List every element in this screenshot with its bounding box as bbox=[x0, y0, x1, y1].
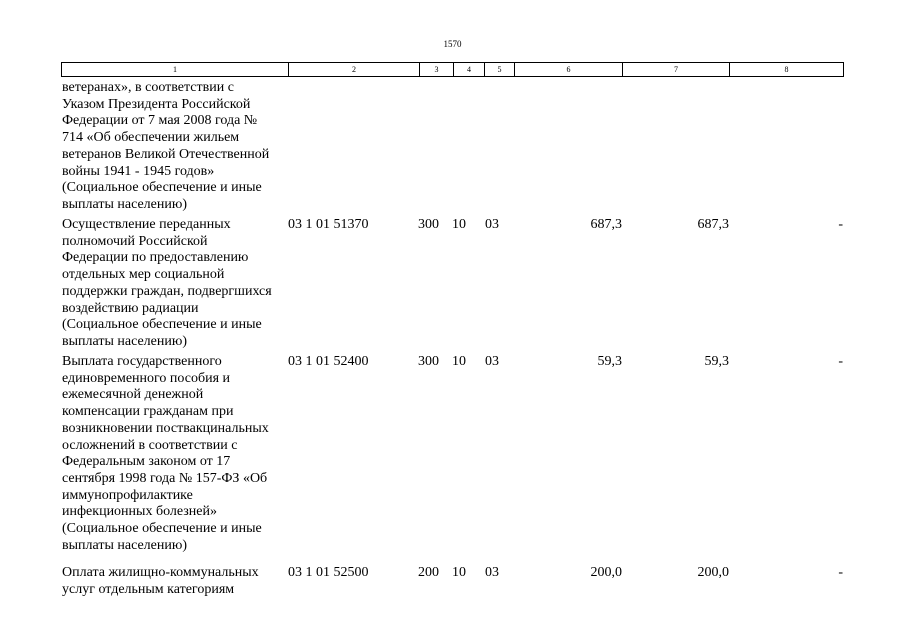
description-line: ветеранов Великой Отечественной bbox=[62, 146, 270, 162]
row-vr: 300 bbox=[418, 217, 439, 232]
row-sum-col7: 59,3 bbox=[704, 354, 729, 369]
row-sum-col8: - bbox=[838, 217, 843, 232]
row-vr: 200 bbox=[418, 565, 439, 580]
description-line: полномочий Российской bbox=[62, 233, 208, 249]
description-line: единовременного пособия и bbox=[62, 370, 231, 386]
description-line: Оплата жилищно-коммунальных bbox=[62, 565, 259, 580]
description-line: (Социальное обеспечение и иные bbox=[62, 180, 262, 196]
header-col-4: 4 bbox=[454, 63, 485, 77]
row-description bbox=[62, 354, 292, 554]
description-line: ветеранах», в соответствии с bbox=[62, 80, 234, 95]
table-header bbox=[61, 62, 844, 77]
description-line: сентября 1998 года № 157-ФЗ «Об bbox=[62, 470, 268, 486]
description-line: Федеральным законом от 17 bbox=[62, 454, 231, 470]
description-line: осложнений в соответствии с bbox=[62, 437, 238, 453]
row-description bbox=[62, 217, 292, 351]
row-rz: 10 bbox=[452, 217, 466, 232]
description-line: Федерации от 7 мая 2008 года № bbox=[62, 113, 258, 129]
description-line: Федерации по предоставлению bbox=[62, 250, 249, 266]
description-line: возникновении поствакцинальных bbox=[62, 420, 269, 436]
header-col-6: 6 bbox=[515, 63, 623, 77]
description-line: Осуществление переданных bbox=[62, 217, 231, 232]
description-line: (Социальное обеспечение и иные bbox=[62, 521, 262, 537]
row-pr: 03 bbox=[485, 217, 499, 232]
row-sum-col6: 200,0 bbox=[590, 565, 622, 580]
description-line: поддержки граждан, подвергшихся bbox=[62, 283, 272, 299]
header-col-7: 7 bbox=[623, 63, 730, 77]
row-sum-col7: 200,0 bbox=[697, 565, 729, 580]
row-sum-col6: 687,3 bbox=[590, 217, 622, 232]
header-col-1: 1 bbox=[62, 63, 289, 77]
row-vr: 300 bbox=[418, 354, 439, 369]
description-line: выплаты населению) bbox=[62, 196, 187, 212]
row-sum-col8: - bbox=[838, 565, 843, 580]
description-line: инфекционных болезней» bbox=[62, 504, 217, 520]
header-col-3: 3 bbox=[420, 63, 454, 77]
description-line: выплаты населению) bbox=[62, 537, 187, 553]
row-pr: 03 bbox=[485, 354, 499, 369]
row-code: 03 1 01 51370 bbox=[288, 217, 369, 232]
header-col-2: 2 bbox=[289, 63, 420, 77]
description-line: воздействию радиации bbox=[62, 300, 199, 316]
row-rz: 10 bbox=[452, 565, 466, 580]
header-row bbox=[62, 63, 844, 77]
row-sum-col8: - bbox=[838, 354, 843, 369]
row-pr: 03 bbox=[485, 565, 499, 580]
description-line: услуг отдельным категориям bbox=[62, 581, 235, 597]
description-line: отдельных мер социальной bbox=[62, 267, 225, 283]
description-line: 714 «Об обеспечении жильем bbox=[62, 130, 240, 146]
header-col-8: 8 bbox=[730, 63, 844, 77]
description-line: Выплата государственного bbox=[62, 354, 222, 369]
header-col-5: 5 bbox=[485, 63, 515, 77]
row-code: 03 1 01 52500 bbox=[288, 565, 369, 580]
page-number: 1570 bbox=[443, 39, 462, 49]
description-line: выплаты населению) bbox=[62, 333, 187, 349]
description-line: Указом Президента Российской bbox=[62, 96, 251, 112]
row-rz: 10 bbox=[452, 354, 466, 369]
row-description bbox=[62, 565, 292, 598]
description-line: компенсации гражданам при bbox=[62, 404, 234, 420]
description-line: иммунопрофилактике bbox=[62, 487, 193, 503]
description-line: войны 1941 - 1945 годов» bbox=[62, 163, 215, 179]
row-description bbox=[62, 80, 292, 214]
row-code: 03 1 01 52400 bbox=[288, 354, 369, 369]
description-line: (Социальное обеспечение и иные bbox=[62, 317, 262, 333]
description-line: ежемесячной денежной bbox=[62, 387, 204, 403]
row-sum-col6: 59,3 bbox=[597, 354, 622, 369]
row-sum-col7: 687,3 bbox=[697, 217, 729, 232]
